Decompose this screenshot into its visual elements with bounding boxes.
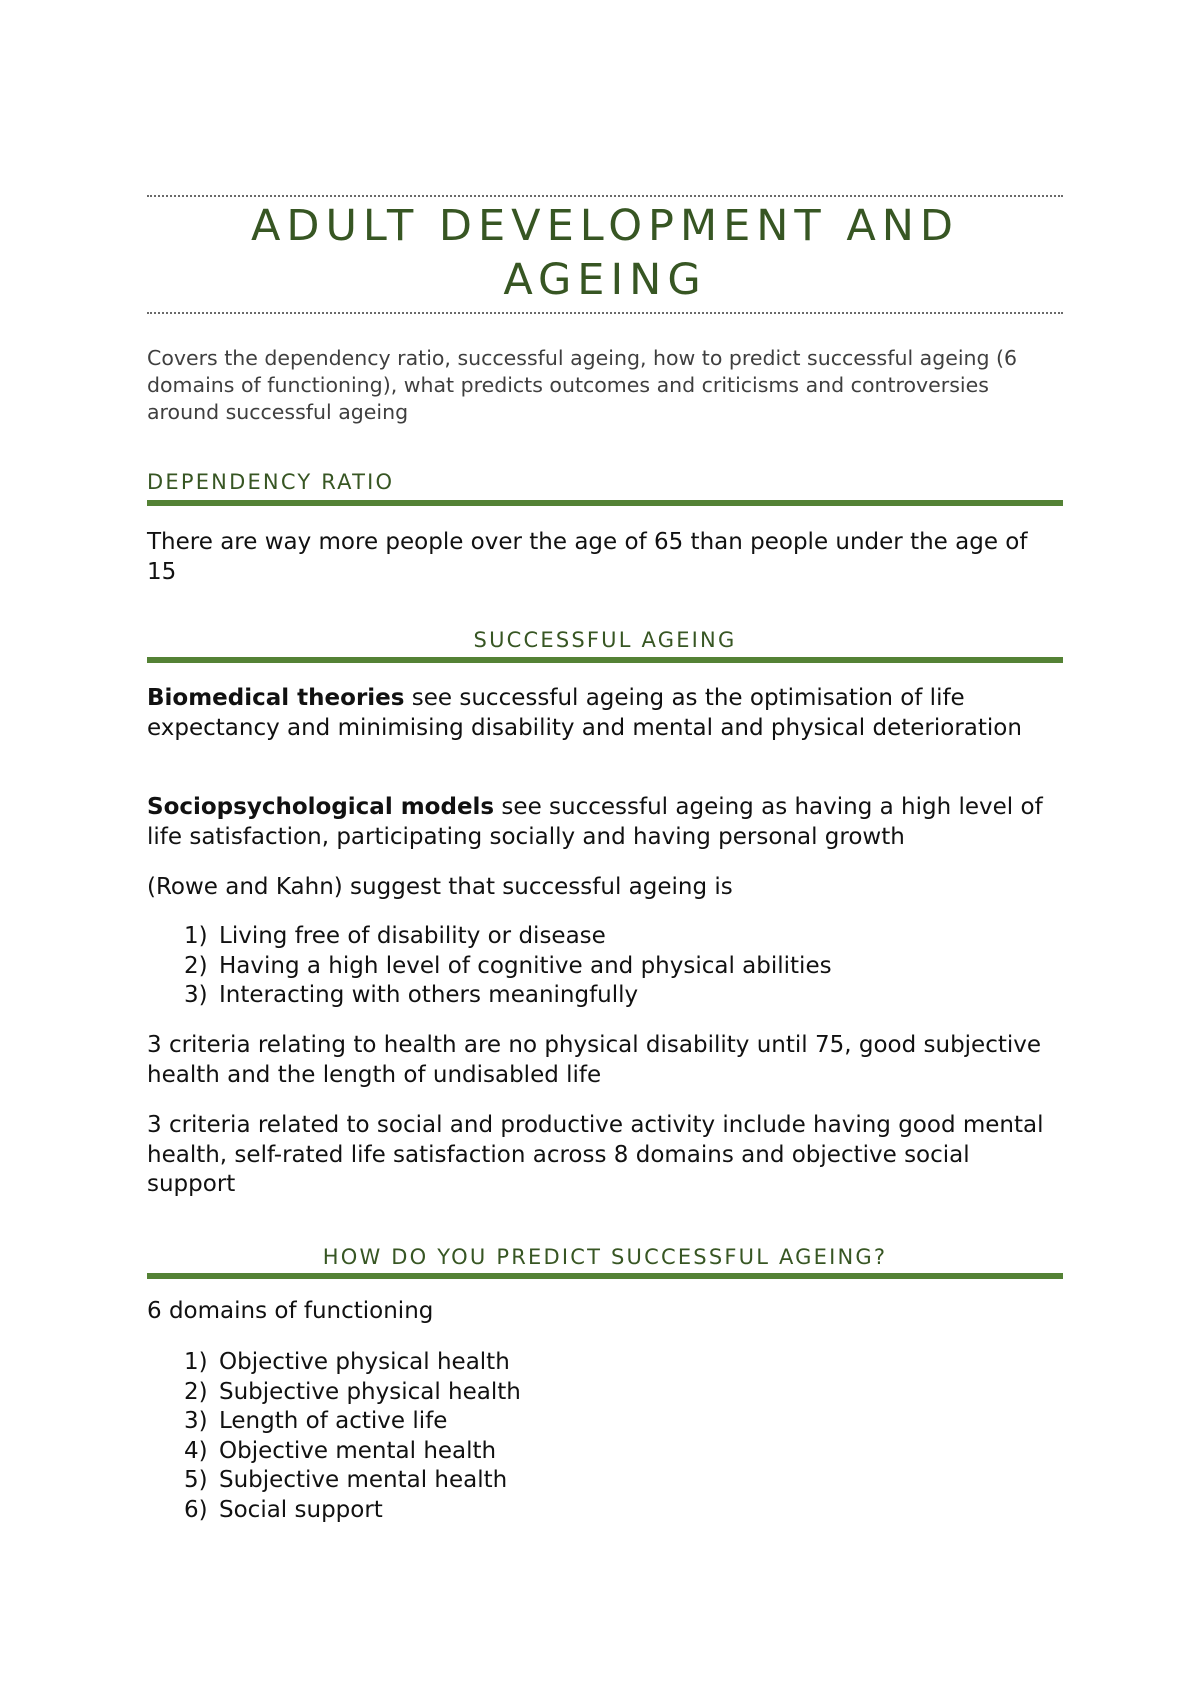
sociopsychological-models-paragraph: [147, 793, 1063, 852]
biomedical-theories-text: see successful ageing as the optimisation of life expectancy and minimising disability and mental and physical deterioration: [147, 685, 1022, 741]
list-item: [147, 952, 1063, 982]
section-rule-successful-ageing: [147, 657, 1063, 663]
list-item-number: 2): [184, 1378, 208, 1405]
list-item: [147, 922, 1063, 952]
list-item-number: 6): [184, 1496, 208, 1523]
social-criteria-paragraph: 3 criteria related to social and productive activity include having good mental health, self-rated life satisfaction across 8 domains and objective social support: [147, 1112, 1044, 1197]
list-item-text: Living free of disability or disease: [219, 923, 606, 949]
list-item: [147, 1437, 1063, 1467]
list-item-number: 3): [184, 982, 208, 1008]
dependency-ratio-text: There are way more people over the age of 65 than people under the age of 15: [147, 529, 1028, 585]
list-item-text: Interacting with others meaningfully: [219, 982, 639, 1008]
list-item: [147, 981, 1063, 1011]
list-item: [147, 1378, 1063, 1408]
health-criteria-paragraph: 3 criteria relating to health are no physical disability until 75, good subjective health and the length of undisabled life: [147, 1032, 1042, 1088]
section-rule-dependency-ratio: [147, 500, 1063, 506]
sociopsychological-models-text: see successful ageing as having a high level of life satisfaction, participating socially and having personal growth: [147, 794, 1043, 850]
list-item-number: 5): [184, 1467, 208, 1493]
biomedical-theories-paragraph: [147, 684, 1063, 743]
title-line-2: AGEING: [503, 255, 707, 305]
list-item: [147, 1407, 1063, 1437]
document-title: [147, 199, 1063, 307]
title-top-rule: [147, 195, 1063, 197]
list-item: [147, 1466, 1063, 1496]
title-line-1: ADULT DEVELOPMENT AND: [250, 201, 960, 251]
list-item-text: Social support: [219, 1496, 383, 1523]
section-heading-successful-ageing: SUCCESSFUL AGEING: [473, 628, 737, 652]
section-heading-predict-successful-ageing: HOW DO YOU PREDICT SUCCESSFUL AGEING?: [322, 1245, 888, 1269]
list-item-text: Objective mental health: [219, 1437, 497, 1464]
list-item-text: Subjective mental health: [219, 1467, 508, 1493]
list-item-number: 4): [184, 1437, 208, 1464]
biomedical-theories-term: Biomedical theories: [147, 685, 405, 711]
list-item-number: 1): [184, 1349, 208, 1375]
list-item: [147, 1496, 1063, 1526]
list-item-text: Objective physical health: [219, 1349, 510, 1375]
section-rule-predict-successful-ageing: [147, 1273, 1063, 1279]
domains-intro: 6 domains of functioning: [147, 1298, 434, 1324]
list-item-number: 1): [184, 923, 208, 949]
document-summary: Covers the dependency ratio, successful ageing, how to predict successful ageing (6 domains of functioning), what predicts outcomes and criticisms and controversies around successful ageing: [147, 346, 1018, 424]
list-item-text: Length of active life: [219, 1408, 448, 1434]
section-heading-dependency-ratio: DEPENDENCY RATIO: [147, 470, 395, 494]
list-item-number: 3): [184, 1408, 208, 1434]
list-item-text: Having a high level of cognitive and physical abilities: [219, 952, 832, 979]
domains-list: [147, 1348, 1063, 1525]
list-item-number: 2): [184, 952, 208, 979]
list-item: [147, 1348, 1063, 1378]
rowe-kahn-list: [147, 922, 1063, 1011]
title-bottom-rule: [147, 312, 1063, 314]
rowe-kahn-intro: (Rowe and Kahn) suggest that successful ageing is: [147, 874, 733, 900]
list-item-text: Subjective physical health: [219, 1378, 521, 1405]
sociopsychological-models-term: Sociopsychological models: [147, 794, 495, 820]
